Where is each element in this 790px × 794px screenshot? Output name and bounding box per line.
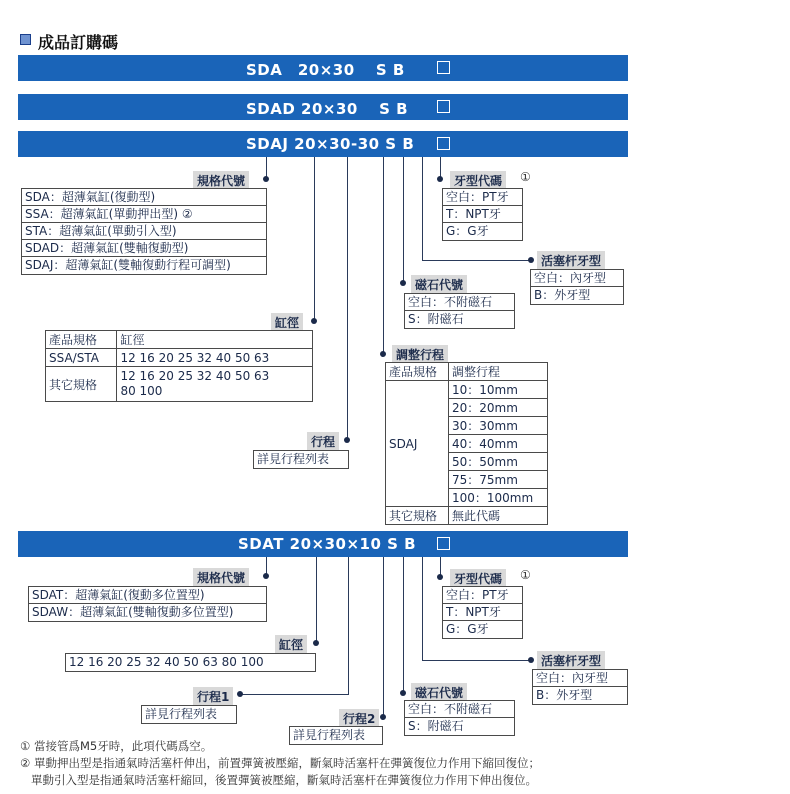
connector-dot xyxy=(311,318,317,324)
order-code-bar-sdad xyxy=(18,94,628,120)
connector-dot xyxy=(237,691,243,697)
section-marker-icon xyxy=(20,34,31,45)
connector-dot xyxy=(528,257,534,263)
table-cell: 20：20mm xyxy=(449,399,548,417)
connector-dot xyxy=(437,176,443,182)
list-item: T：NPT牙 xyxy=(443,206,522,223)
model-list xyxy=(28,586,267,622)
table-cell: 10：10mm xyxy=(449,381,548,399)
list-item: STA：超薄氣缸(單動引入型) xyxy=(22,223,266,240)
table-row xyxy=(46,367,313,402)
connector-dot xyxy=(400,690,406,696)
stroke-reference xyxy=(253,450,349,469)
rod-thread-list xyxy=(530,269,624,305)
connector-dot xyxy=(437,574,443,580)
stroke-reference-text: 詳見行程列表 xyxy=(145,707,218,721)
connector-dot xyxy=(528,657,534,663)
rod-thread-list xyxy=(532,669,628,705)
list-item: 空白：PT牙 xyxy=(443,587,522,604)
bore-label: 缸徑 xyxy=(271,313,303,332)
order-code: SDAD 20×30 S B xyxy=(246,100,409,118)
stroke2-reference xyxy=(289,726,383,745)
blank-box-icon xyxy=(437,537,450,550)
table-cell: SDAJ xyxy=(386,381,449,507)
list-item: 空白：PT牙 xyxy=(443,189,522,206)
model-list xyxy=(21,188,267,275)
order-code-bar-sdat xyxy=(18,531,628,557)
table-row xyxy=(386,363,548,381)
bore-label: 缸徑 xyxy=(275,635,307,654)
bore-list xyxy=(65,653,316,672)
stroke1-label: 行程1 xyxy=(193,687,233,706)
footnote-1: ① 當接管爲M5牙時，此項代碼爲空。 xyxy=(20,739,213,753)
table-cell: 100：100mm xyxy=(449,489,548,507)
order-code-bar-sda xyxy=(18,55,628,81)
order-code-bar-sdaj xyxy=(18,131,628,157)
note-marker: ① xyxy=(520,568,531,582)
table-cell: 其它規格 xyxy=(46,367,117,402)
bore-table xyxy=(45,330,313,402)
connector-dot xyxy=(313,640,319,646)
list-item: SDA：超薄氣缸(復動型) xyxy=(22,189,266,206)
list-item: 空白：內牙型 xyxy=(533,670,627,687)
adjust-stroke-table xyxy=(385,362,548,525)
table-header: 產品規格 xyxy=(386,363,449,381)
connector-dot xyxy=(380,351,386,357)
blank-box-icon xyxy=(437,137,450,150)
table-cell: 無此代碼 xyxy=(449,507,548,525)
table-cell: 30：30mm xyxy=(449,417,548,435)
connector-dot xyxy=(400,280,406,286)
footnote-2: ② 單動押出型是指通氣時活塞杆伸出，前置彈簧被壓縮，斷氣時活塞杆在彈簧復位力作用下縮回復位； xyxy=(20,756,540,770)
table-cell xyxy=(117,367,313,402)
magnet-code-label: 磁石代號 xyxy=(411,683,467,702)
list-item: SDAD：超薄氣缸(雙軸復動型) xyxy=(22,240,266,257)
list-item: SSA：超薄氣缸(單動押出型) ② xyxy=(22,206,266,223)
table-row xyxy=(386,381,548,399)
list-item: SDAJ：超薄氣缸(雙軸復動行程可調型) xyxy=(25,258,231,272)
list-item: SDAT：超薄氣缸(復動多位置型) xyxy=(29,587,266,604)
blank-box-icon xyxy=(437,100,450,113)
list-item: 空白：不附磁石 xyxy=(405,701,514,718)
list-item: S：附磁石 xyxy=(408,719,464,733)
model-code-label: 規格代號 xyxy=(193,568,249,587)
magnet-list xyxy=(404,700,515,736)
stroke-reference-text: 詳見行程列表 xyxy=(293,728,366,742)
blank-box-icon xyxy=(437,61,450,74)
order-code: SDAT 20×30×10 S B xyxy=(238,535,417,553)
note-marker: ① xyxy=(520,170,531,184)
table-cell: SSA/STA xyxy=(46,349,117,367)
order-code: SDAJ 20×30-30 S B xyxy=(246,135,415,153)
table-cell: 12 16 20 25 32 40 50 63 xyxy=(117,349,313,367)
stroke-reference-text: 詳見行程列表 xyxy=(257,452,330,466)
table-header: 產品規格 xyxy=(46,331,117,349)
list-item: 空白：內牙型 xyxy=(531,270,623,287)
list-item: B：外牙型 xyxy=(536,688,593,702)
list-item: G：G牙 xyxy=(446,622,489,636)
bore-values-line: 80 100 xyxy=(120,384,163,398)
list-item: 空白：不附磁石 xyxy=(405,294,514,311)
list-item: SDAW：超薄氣缸(雙軸復動多位置型) xyxy=(32,605,234,619)
table-row xyxy=(46,349,313,367)
list-item: T：NPT牙 xyxy=(443,604,522,621)
table-cell: 75：75mm xyxy=(449,471,548,489)
list-item: G：G牙 xyxy=(446,224,489,238)
connector-dot xyxy=(263,176,269,182)
stroke2-label: 行程2 xyxy=(339,709,379,728)
table-row xyxy=(386,507,548,525)
connector-dot xyxy=(380,714,386,720)
table-cell: 50：50mm xyxy=(449,453,548,471)
table-row xyxy=(46,331,313,349)
adjust-stroke-label: 調整行程 xyxy=(392,345,448,364)
list-item: B：外牙型 xyxy=(534,288,591,302)
connector-dot xyxy=(344,437,350,443)
table-cell: 40：40mm xyxy=(449,435,548,453)
magnet-list xyxy=(404,293,515,329)
thread-list xyxy=(442,188,523,241)
page-title: 成品訂購碼 xyxy=(38,33,119,52)
stroke-label: 行程 xyxy=(307,432,339,451)
magnet-code-label: 磁石代號 xyxy=(411,275,467,294)
stroke1-reference xyxy=(141,705,237,724)
bore-values-line: 12 16 20 25 32 40 50 63 xyxy=(120,369,270,383)
list-item: S：附磁石 xyxy=(408,312,464,326)
footnote-3: 單動引入型是指通氣時活塞杆縮回，後置彈簧被壓縮，斷氣時活塞杆在彈簧復位力作用下伸出復位。 xyxy=(20,773,537,787)
table-header: 缸徑 xyxy=(117,331,313,349)
rod-thread-label: 活塞杆牙型 xyxy=(537,651,605,670)
order-code: SDA 20×30 S B xyxy=(246,61,405,79)
rod-thread-label: 活塞杆牙型 xyxy=(537,251,605,270)
table-header: 調整行程 xyxy=(449,363,548,381)
thread-list xyxy=(442,586,523,639)
table-cell: 其它規格 xyxy=(386,507,449,525)
bore-values: 12 16 20 25 32 40 50 63 80 100 xyxy=(69,655,264,669)
connector-dot xyxy=(263,573,269,579)
thread-code-label: 牙型代碼 xyxy=(450,171,506,190)
thread-code-label: 牙型代碼 xyxy=(450,569,506,588)
model-code-label: 規格代號 xyxy=(193,171,249,190)
